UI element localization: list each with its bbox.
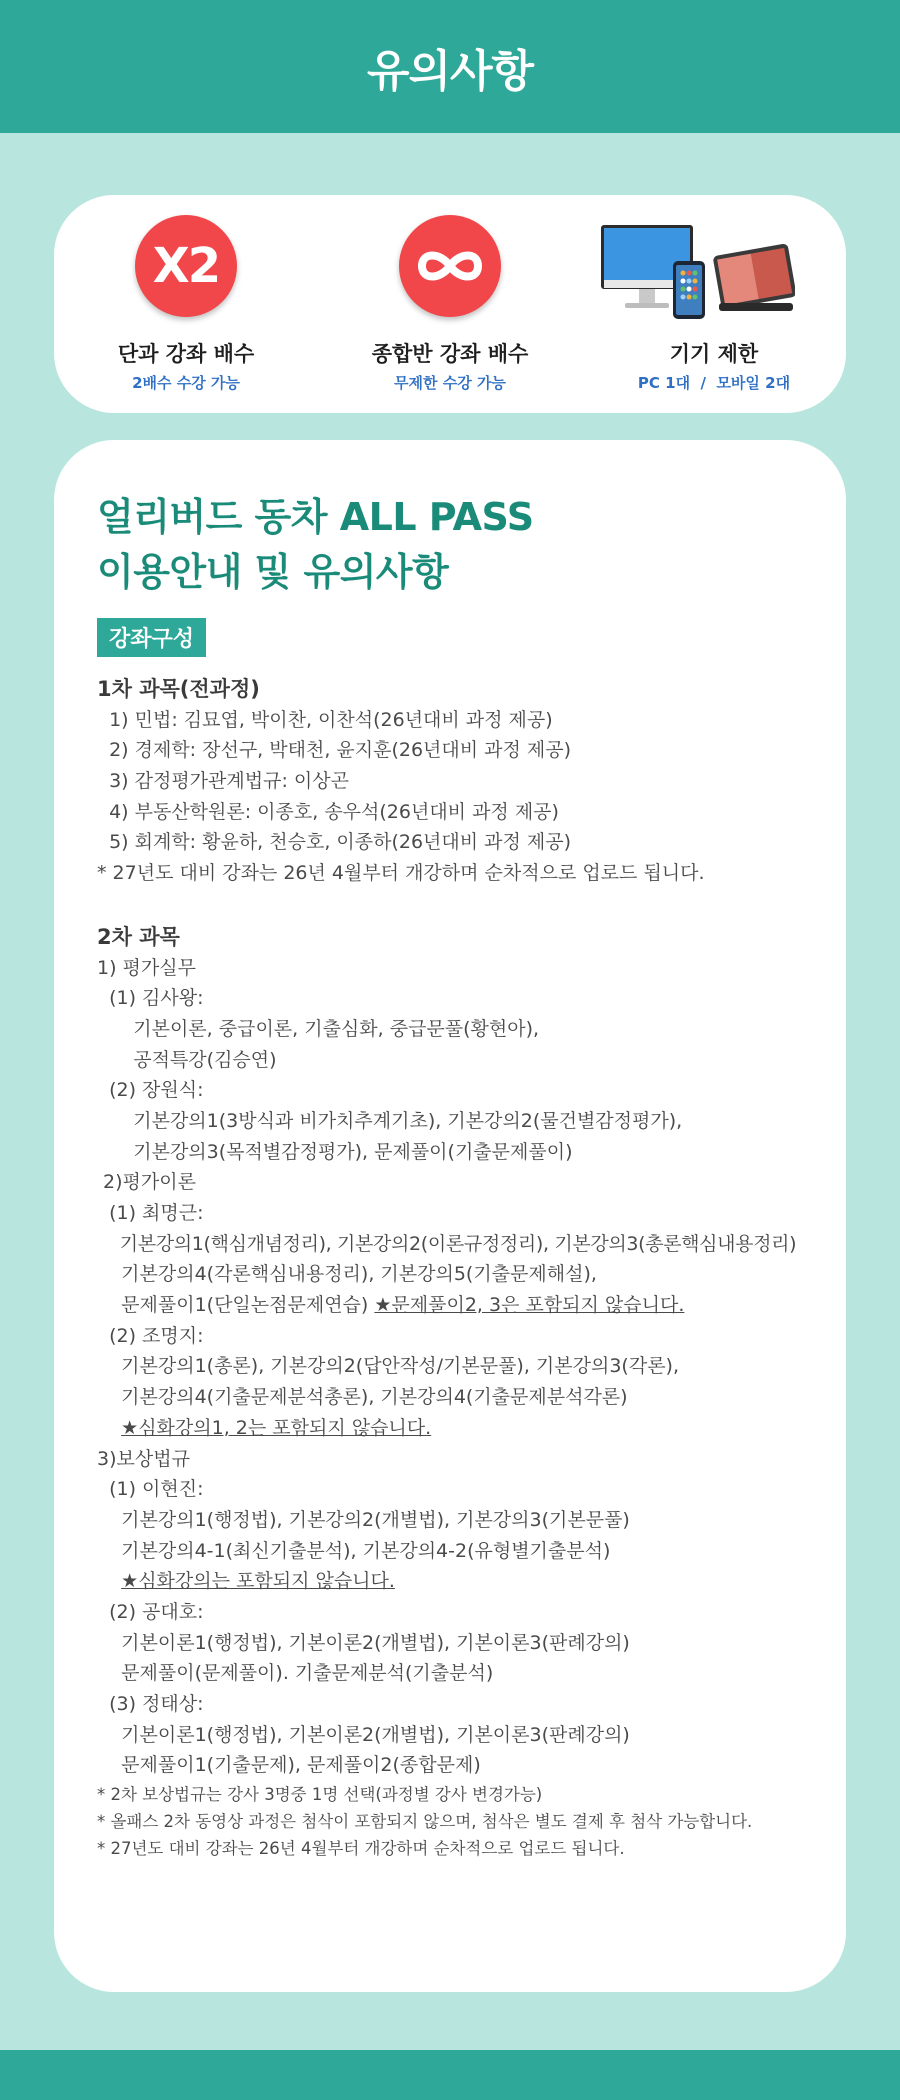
list-item-text: 문제풀이1(단일논점문제연습): [97, 1294, 375, 1317]
list-item: [97, 1290, 827, 1321]
feature-card: [54, 195, 846, 413]
note: * 27년도 대비 강좌는 26년 4월부터 개강하며 순차적으로 업로드 됩니다.: [97, 1839, 625, 1859]
devices-icon: [599, 223, 795, 321]
spacer: [97, 889, 827, 922]
list-item: [97, 1413, 827, 1444]
feature-subtitle: 무제한 수강 가능: [394, 374, 506, 392]
list-item: 2) 경제학: 장선구, 박태천, 윤지훈(26년대비 과정 제공): [97, 739, 572, 762]
feature-package-course: [318, 195, 582, 413]
info-title-line1: 얼리버드 동차 ALL PASS: [97, 495, 534, 539]
list-item: 문제풀이1(기출문제), 문제풀이2(종합문제): [97, 1754, 481, 1777]
exclusion-note: ★심화강의는 포함되지 않습니다.: [121, 1570, 395, 1593]
list-item: 기본강의1(3방식과 비가치추계기초), 기본강의2(물건별감정평가),: [97, 1109, 683, 1132]
section-tag: 강좌구성: [97, 618, 206, 657]
feature-title: 기기 제한: [669, 342, 759, 366]
list-item: 기본이론, 중급이론, 기출심화, 중급문풀(황현아),: [97, 1017, 540, 1040]
list-item: (1) 최명근:: [97, 1202, 204, 1224]
x2-icon: [135, 215, 237, 317]
section-heading: 2차 과목: [97, 924, 180, 949]
feature-subtitle: 2배수 수강 가능: [132, 374, 240, 392]
course-list: [97, 674, 827, 1862]
list-item: 기본강의3(목적별감정평가), 문제풀이(기출문제풀이): [97, 1140, 573, 1163]
list-item: 1) 민법: 김묘엽, 박이찬, 이찬석(26년대비 과정 제공): [97, 708, 553, 731]
list-item: 기본강의1(총론), 기본강의2(답안작성/기본문풀), 기본강의3(각론),: [97, 1355, 679, 1378]
list-item: 문제풀이(문제풀이). 기출문제분석(기출분석): [97, 1662, 494, 1685]
note: * 27년도 대비 강좌는 26년 4월부터 개강하며 순차적으로 업로드 됩니다.: [97, 862, 705, 885]
info-card: [54, 440, 846, 1992]
list-item: 3)보상법규: [97, 1447, 190, 1470]
footer-bar: [0, 2050, 900, 2100]
list-item: (2) 조명지:: [97, 1324, 204, 1347]
list-item: (2) 공대호:: [97, 1600, 204, 1623]
header-bar: [0, 0, 900, 133]
info-title: [97, 490, 534, 600]
list-item: 기본강의4-1(최신기출분석), 기본강의4-2(유형별기출분석): [97, 1539, 611, 1562]
x2-icon-label: X2: [152, 238, 220, 294]
info-title-line2: 이용안내 및 유의사항: [97, 550, 449, 594]
exclusion-note: ★심화강의1, 2는 포함되지 않습니다.: [121, 1416, 432, 1439]
feature-title: 단과 강좌 배수: [117, 342, 255, 366]
list-item: 기본강의4(각론핵심내용정리), 기본강의5(기출문제해설),: [97, 1263, 597, 1286]
feature-subtitle: PC 1대 / 모바일 2대: [637, 374, 791, 392]
infinity-icon: [399, 215, 501, 317]
section-heading: 1차 과목(전과정): [97, 677, 260, 701]
feature-single-course: [54, 195, 318, 413]
list-item: 기본이론1(행정법), 기본이론2(개별법), 기본이론3(판례강의): [97, 1631, 630, 1654]
note: * 2차 보상법규는 강사 3명중 1명 선택(과정별 강사 변경가능): [97, 1785, 543, 1805]
list-item: 공적특강(김승연): [97, 1048, 277, 1071]
feature-device-limit: [582, 195, 846, 413]
list-item: (3) 정태상:: [97, 1693, 204, 1715]
list-item: 기본강의1(핵심개념정리), 기본강의2(이론규정정리), 기본강의3(총론핵심내용정리): [97, 1232, 797, 1255]
list-item: 3) 감정평가관계법규: 이상곤: [97, 770, 349, 793]
list-item: 2)평가이론: [97, 1171, 196, 1194]
list-item: (1) 김사왕:: [97, 987, 204, 1010]
list-item: 기본강의1(행정법), 기본강의2(개별법), 기본강의3(기본문풀): [97, 1508, 630, 1531]
list-item: 기본강의4(기출문제분석총론), 기본강의4(기출문제분석각론): [97, 1386, 628, 1409]
list-item: 5) 회계학: 황윤하, 천승호, 이종하(26년대비 과정 제공): [97, 831, 572, 854]
list-item: 기본이론1(행정법), 기본이론2(개별법), 기본이론3(판례강의): [97, 1723, 630, 1746]
list-item: (1) 이현진:: [97, 1478, 204, 1501]
page-title: 유의사항: [366, 45, 533, 97]
note: * 올패스 2차 동영상 과정은 첨삭이 포함되지 않으며, 첨삭은 별도 결제 후 첨삭 가능합니다.: [97, 1812, 753, 1832]
list-item: 4) 부동산학원론: 이종호, 송우석(26년대비 과정 제공): [97, 800, 559, 823]
list-item: (2) 장원식:: [97, 1079, 204, 1102]
infinity-glyph: [410, 246, 490, 286]
exclusion-note: ★문제풀이2, 3은 포함되지 않습니다.: [374, 1294, 685, 1317]
feature-title: 종합반 강좌 배수: [371, 342, 529, 366]
list-item: 1) 평가실무: [97, 956, 196, 979]
list-item: [97, 1566, 827, 1597]
